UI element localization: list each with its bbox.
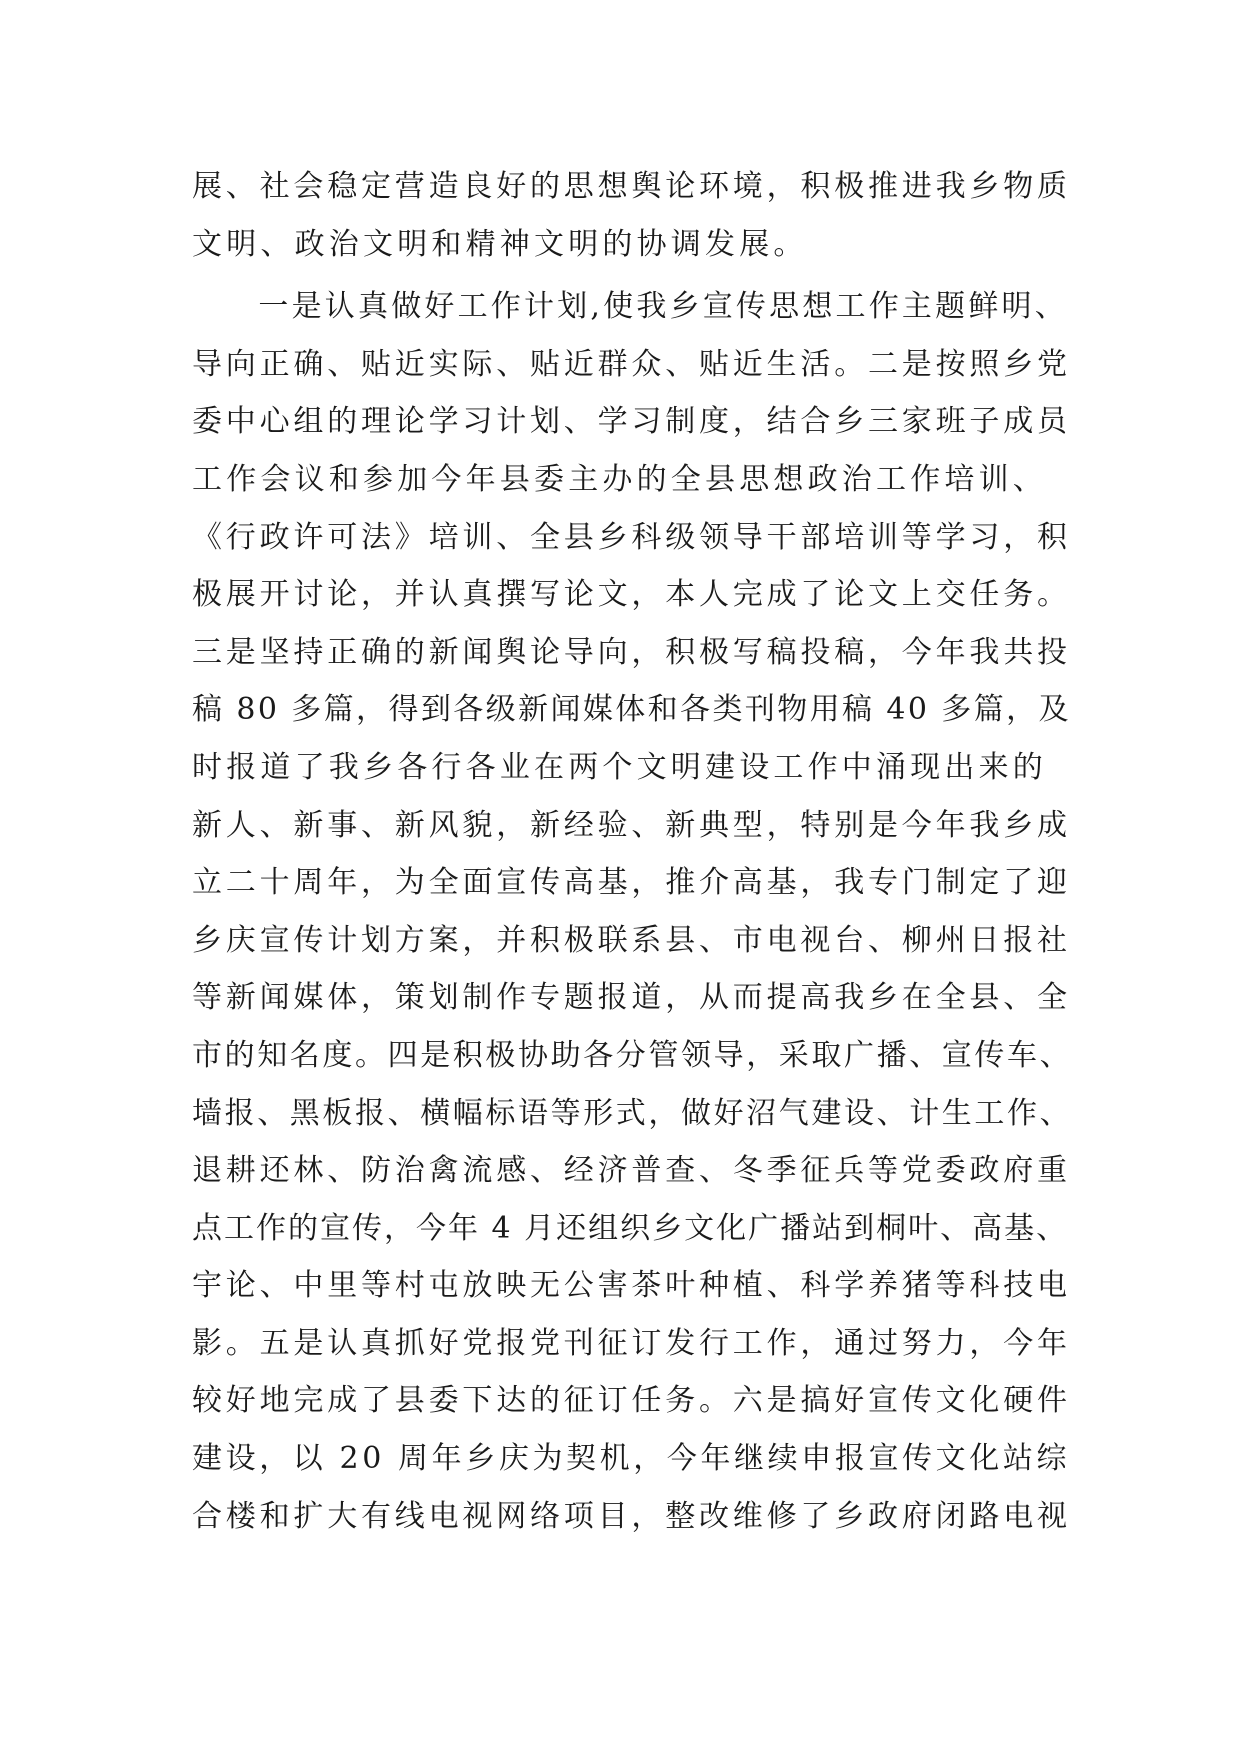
text-line: 点工作的宣传，今年 4 月还组织乡文化广播站到桐叶、高基、 [192, 1210, 1069, 1246]
text-line: 影。五是认真抓好党报党刊征订发行工作，通过努力，今年 [192, 1325, 1071, 1361]
text-line: 退耕还林、防治禽流感、经济普查、冬季征兵等党委政府重 [192, 1153, 1071, 1189]
text-line: 乡庆宣传计划方案，并积极联系县、市电视台、柳州日报社 [192, 922, 1071, 958]
text-line: 稿 80 多篇，得到各级新闻媒体和各类刊物用稿 40 多篇，及 [192, 692, 1071, 728]
text-line: 墙报、黑板报、横幅标语等形式，做好沼气建设、计生工作、 [192, 1095, 1073, 1131]
text-line: 宇论、中里等村屯放映无公害茶叶种植、科学养猪等科技电 [192, 1268, 1071, 1304]
text-line: 等新闻媒体，策划制作专题报道，从而提高我乡在全县、全 [192, 980, 1071, 1016]
text-line: 新人、新事、新风貌，新经验、新典型，特别是今年我乡成 [192, 807, 1071, 843]
text-line: 建设，以 20 周年乡庆为契机，今年继续申报宣传文化站综 [192, 1441, 1071, 1477]
text-line: 三是坚持正确的新闻舆论导向，积极写稿投稿，今年我共投 [192, 634, 1071, 670]
text-line: 文明、政治文明和精神文明的协调发展。 [192, 226, 808, 262]
body-text [192, 158, 1072, 1545]
text-line: 展、社会稳定营造良好的思想舆论环境，积极推进我乡物质 [192, 169, 1071, 204]
text-line: 合楼和扩大有线电视网络项目，整改维修了乡政府闭路电视 [192, 1498, 1071, 1534]
text-line: 导向正确、贴近实际、贴近群众、贴近生活。二是按照乡党 [192, 346, 1071, 382]
text-line: 较好地完成了县委下达的征订任务。六是搞好宣传文化硬件 [192, 1383, 1071, 1419]
text-line: 极展开讨论，并认真撰写论文，本人完成了论文上交任务。 [192, 577, 1071, 613]
text-line: 委中心组的理论学习计划、学习制度，结合乡三家班子成员 [192, 404, 1071, 440]
text-line: 时报道了我乡各行各业在两个文明建设工作中涌现出来的 [192, 749, 1047, 785]
paragraph-first-line: 一是认真做好工作计划,使我乡宣传思想工作主题鲜明、 [192, 289, 1068, 325]
text-line: 工作会议和参加今年县委主办的全县思想政治工作培训、 [192, 461, 1047, 497]
text-line: 《行政许可法》培训、全县乡科级领导干部培训等学习，积 [192, 519, 1071, 555]
text-line: 立二十周年，为全面宣传高基，推介高基，我专门制定了迎 [192, 865, 1071, 901]
text-line: 市的知名度。四是积极协助各分管领导，采取广播、宣传车、 [192, 1037, 1073, 1073]
